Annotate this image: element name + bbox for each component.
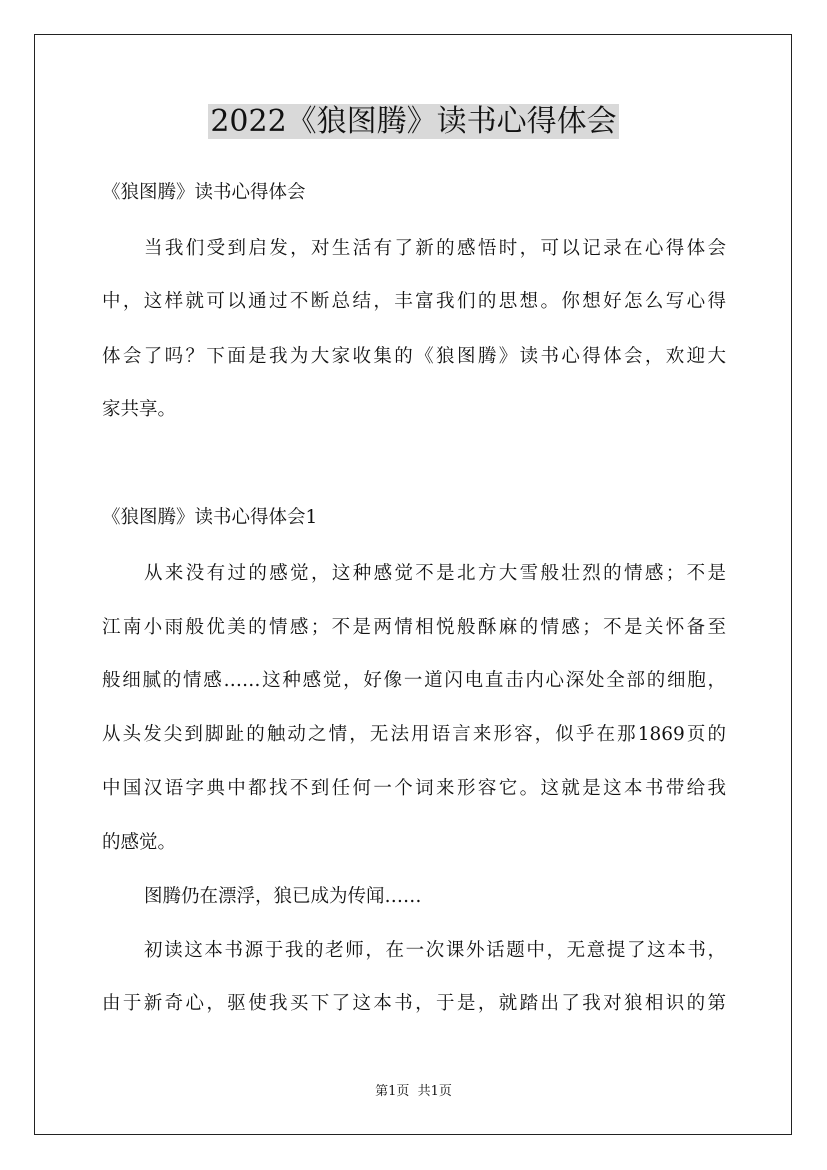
para3-line-1: 初读这本书源于我的老师，在一次课外话题中，无意提了这本书， [144, 940, 726, 961]
para1-line-6: 的感觉。 [102, 832, 177, 853]
intro-line-3: 体会了吗？下面是我为大家收集的《狼图腾》读书心得体会，欢迎大 [102, 346, 726, 367]
document-title [0, 101, 827, 143]
intro-line-1: 当我们受到启发，对生活有了新的感悟时，可以记录在心得体会 [144, 238, 726, 259]
para1-line-2: 江南小雨般优美的情感；不是两情相悦般酥麻的情感；不是关怀备至 [102, 617, 726, 638]
section-heading: 《狼图腾》读书心得体会1 [102, 507, 318, 528]
page-footer: 第1页 共1页 [375, 1084, 452, 1099]
intro-line-4: 家共享。 [102, 399, 177, 420]
intro-line-2: 中，这样就可以通过不断总结，丰富我们的思想。你想好怎么写心得 [102, 291, 726, 312]
para3-line-2: 由于新奇心，驱使我买下了这本书，于是，就踏出了我对狼相识的第 [102, 993, 726, 1014]
para1-line-5: 中国汉语字典中都找不到任何一个词来形容它。这就是这本书带给我 [102, 778, 726, 799]
para1-line-4: 从头发尖到脚趾的触动之情，无法用语言来形容，似乎在那1869页的 [102, 724, 726, 745]
subtitle: 《狼图腾》读书心得体会 [102, 182, 306, 203]
para1-line-1: 从来没有过的感觉，这种感觉不是北方大雪般壮烈的情感；不是 [144, 563, 726, 584]
para2-line-1: 图腾仍在漂浮，狼已成为传闻…… [144, 886, 422, 907]
para1-line-3: 般细腻的情感……这种感觉，好像一道闪电直击内心深处全部的细胞， [102, 670, 726, 691]
document-title-text: 2022《狼图腾》读书心得体会 [210, 104, 617, 139]
